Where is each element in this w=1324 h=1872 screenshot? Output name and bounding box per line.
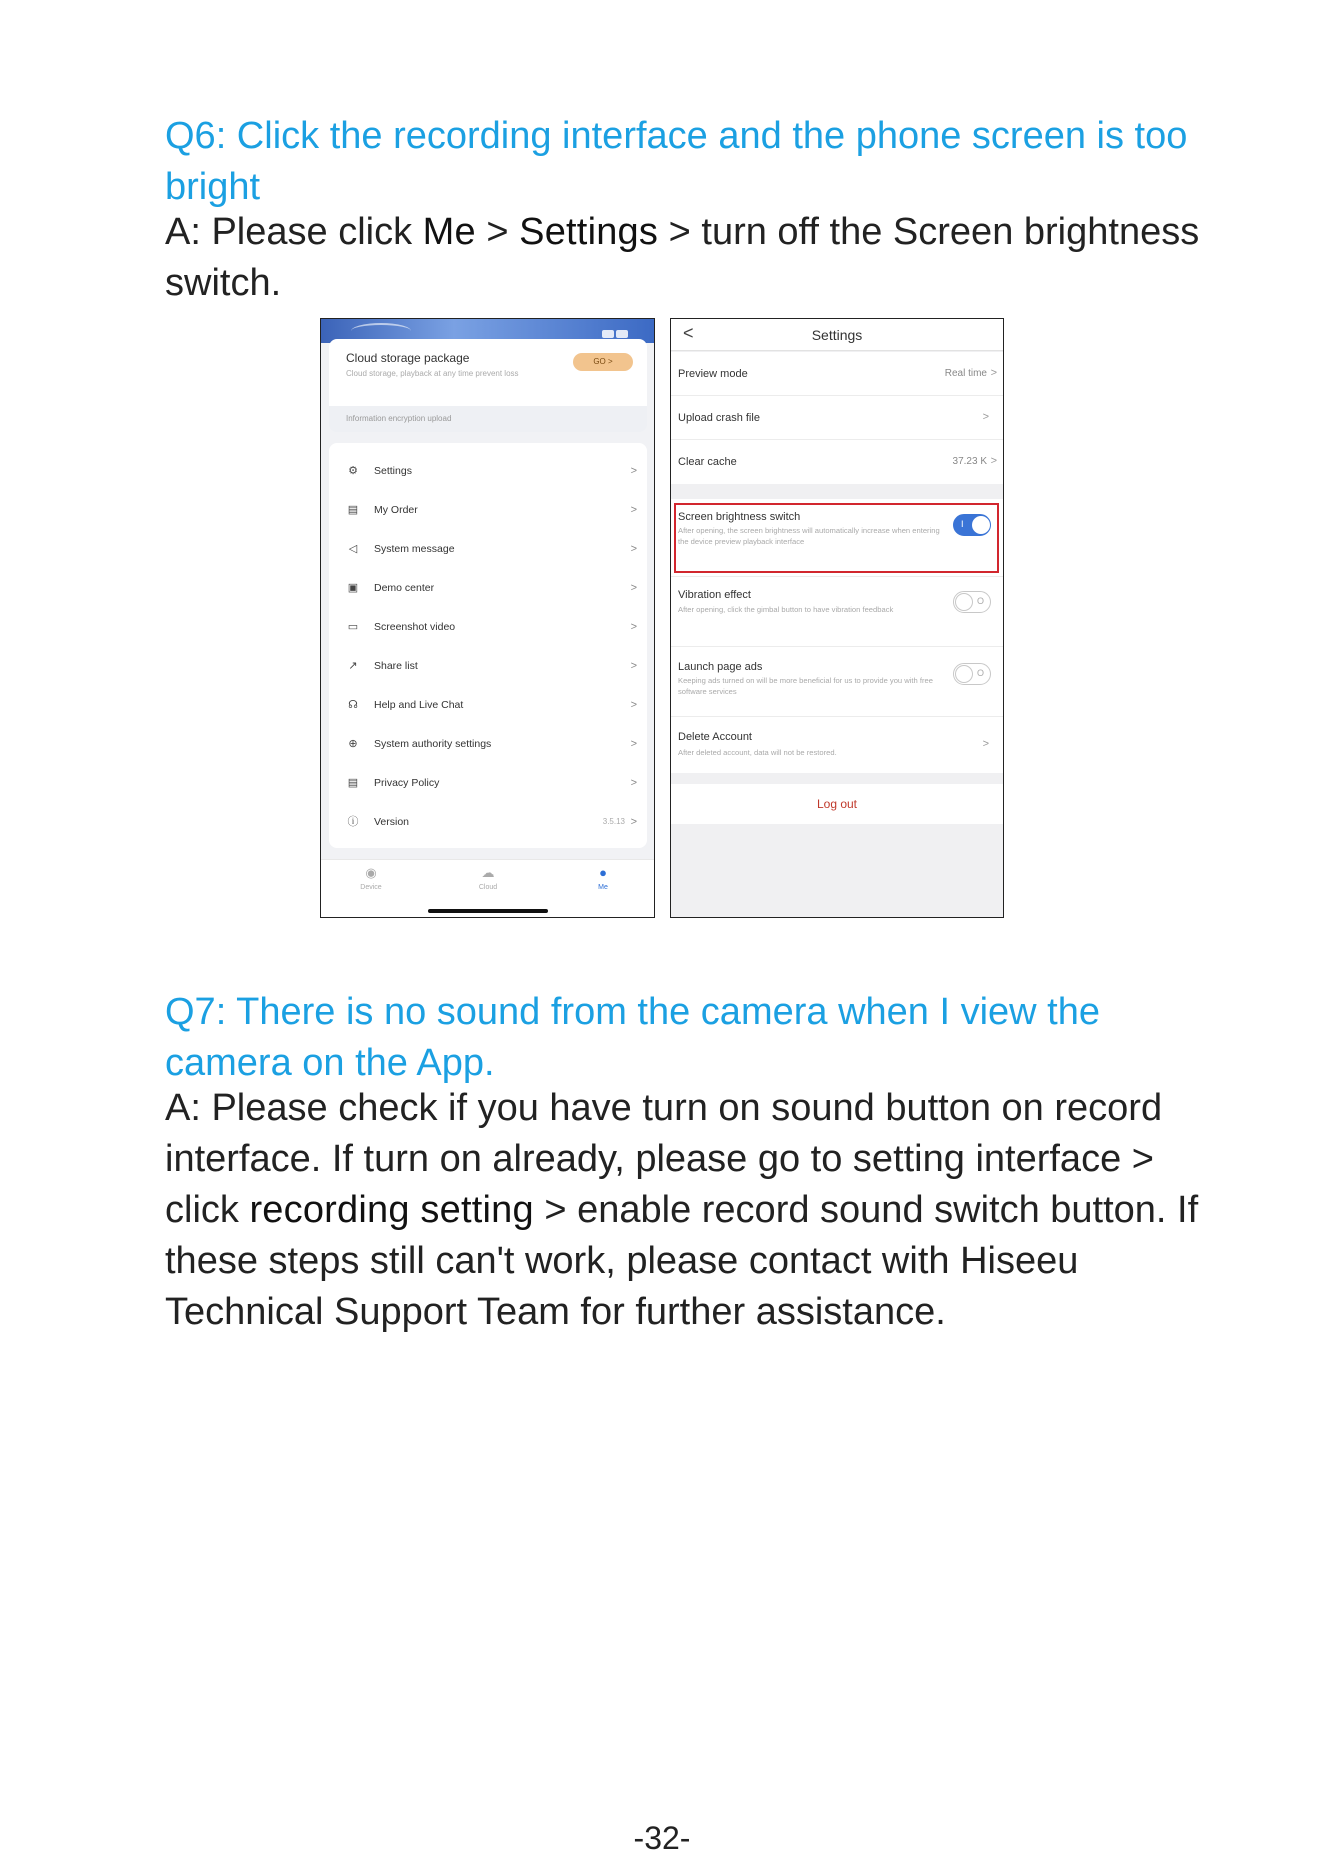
chevron-right-icon: > xyxy=(630,542,637,555)
chevron-right-icon: > xyxy=(982,738,989,750)
privacy-icon: ▤ xyxy=(347,776,359,789)
banner-decoration xyxy=(351,323,411,339)
lock-icon: ⊕ xyxy=(348,737,358,750)
settings-group-general xyxy=(671,352,1003,484)
row-vibration-effect xyxy=(671,577,1003,647)
brightness-toggle[interactable]: I xyxy=(953,514,991,536)
menu-item-my-order[interactable] xyxy=(329,490,647,529)
demo-icon: ▣ xyxy=(347,581,359,594)
chevron-right-icon: > xyxy=(990,455,997,467)
back-icon[interactable]: < xyxy=(683,323,694,343)
q6-answer-me: Me xyxy=(422,211,476,253)
page-number: -32- xyxy=(633,1820,691,1856)
logout-button[interactable]: Log out xyxy=(671,784,1003,824)
delete-account-label: Delete Account xyxy=(678,731,752,743)
encryption-bar xyxy=(329,406,647,432)
info-icon: ⓘ xyxy=(347,815,359,828)
encryption-label: Information encryption upload xyxy=(346,414,452,423)
q6-answer-prefix: A: Please click xyxy=(165,211,423,253)
q6-question: Q6: Click the recording interface and the phone screen is too bright xyxy=(165,115,1188,208)
tab-me-label: Me xyxy=(598,884,608,891)
brightness-highlight-box xyxy=(674,503,999,573)
chevron-right-icon: > xyxy=(630,503,637,516)
gear-icon: ⚙ xyxy=(348,464,358,477)
header-icons xyxy=(600,325,640,335)
headset-icon: ☊ xyxy=(348,698,358,711)
camera-icon: ◉ xyxy=(365,865,377,880)
order-icon: ▤ xyxy=(347,503,359,516)
menu-item-screenshot-video[interactable] xyxy=(329,607,647,646)
chevron-right-icon: > xyxy=(630,737,637,750)
menu-item-system-message[interactable] xyxy=(329,529,647,568)
q6-answer-suffix: > turn off the Screen brightness switch. xyxy=(165,211,1200,304)
menu-item-label: My Order xyxy=(374,503,418,516)
row-delete-account[interactable] xyxy=(671,717,1003,773)
chevron-right-icon: > xyxy=(990,367,997,379)
q6-answer-sep: > xyxy=(475,211,520,253)
me-screenshot xyxy=(320,318,655,918)
upload-crash-label: Upload crash file xyxy=(678,412,760,424)
brightness-label: Screen brightness switch xyxy=(678,511,801,523)
ads-desc: Keeping ads turned on will be more beneficial for us to provide you with free software services xyxy=(678,676,933,696)
preview-mode-value: Real time xyxy=(944,368,987,379)
menu-item-label: Version xyxy=(374,815,410,828)
tab-cloud[interactable] xyxy=(458,866,518,891)
q7-answer-suffix: > enable record sound switch button. If these steps still can't work, please contact with Hiseeu Technical Support Team for further assistance. xyxy=(165,1189,1199,1333)
menu-item-label: Demo center xyxy=(374,581,435,594)
tab-me[interactable] xyxy=(573,866,633,891)
message-icon: ◁ xyxy=(348,542,358,555)
menu-item-label: System message xyxy=(374,542,455,555)
settings-title: Settings xyxy=(811,327,863,343)
ads-toggle[interactable]: O xyxy=(953,663,991,685)
menu-item-label: Settings xyxy=(374,464,412,477)
menu-item-help-and-live-chat[interactable] xyxy=(329,685,647,724)
menu-item-label: Help and Live Chat xyxy=(374,698,464,711)
preview-mode-label: Preview mode xyxy=(678,368,748,380)
tab-cloud-label: Cloud xyxy=(478,884,498,891)
menu-item-demo-center[interactable] xyxy=(329,568,647,607)
delete-account-desc: After deleted account, data will not be restored. xyxy=(678,748,837,757)
cloud-icon: ☁ xyxy=(481,865,495,880)
chevron-right-icon: > xyxy=(982,411,989,423)
menu-item-label: System authority settings xyxy=(374,737,492,750)
chevron-right-icon: > xyxy=(630,581,637,594)
chevron-right-icon: > xyxy=(630,815,637,828)
menu-item-label: Share list xyxy=(374,659,418,672)
brightness-desc: After opening, the screen brightness will automatically increase when entering the device preview playback interface xyxy=(678,526,940,546)
me-menu xyxy=(329,443,647,848)
menu-item-settings[interactable] xyxy=(329,451,647,490)
menu-item-version[interactable] xyxy=(329,802,647,841)
screenshot-icon: ▭ xyxy=(347,620,359,633)
row-launch-page-ads xyxy=(671,647,1003,717)
tab-bar xyxy=(321,859,654,917)
menu-item-label: Screenshot video xyxy=(374,620,456,633)
menu-item-label: Privacy Policy xyxy=(374,776,440,789)
menu-item-system-authority-settings[interactable] xyxy=(329,724,647,763)
chevron-right-icon: > xyxy=(630,698,637,711)
ads-label: Launch page ads xyxy=(678,661,763,673)
cloud-storage-subtitle: Cloud storage, playback at any time prevent loss xyxy=(346,369,519,378)
chevron-right-icon: > xyxy=(630,776,637,789)
clear-cache-value: 37.23 K xyxy=(952,456,987,467)
q7-answer-prefix: A: Please check if you have turn on sound button on record interface. If turn on already, please go to setting interface > click xyxy=(165,1087,1163,1231)
menu-item-privacy-policy[interactable] xyxy=(329,763,647,802)
menu-item-value: 3.5.13 xyxy=(602,817,625,826)
menu-item-share-list[interactable] xyxy=(329,646,647,685)
q6-answer xyxy=(165,207,1205,309)
home-indicator xyxy=(428,909,548,913)
vibration-toggle[interactable]: O xyxy=(953,591,991,613)
q7-answer-recording: recording setting xyxy=(249,1189,534,1231)
share-icon: ↗ xyxy=(348,659,358,672)
q7-question: Q7: There is no sound from the camera when I view the camera on the App. xyxy=(165,991,1100,1084)
row-clear-cache[interactable] xyxy=(671,440,1003,484)
tab-device-label: Device xyxy=(360,884,382,891)
go-button[interactable]: GO > xyxy=(573,353,633,371)
vibration-desc: After opening, click the gimbal button to have vibration feedback xyxy=(678,605,894,614)
cloud-storage-title: Cloud storage package xyxy=(346,351,470,365)
settings-nav-bar xyxy=(671,319,1003,351)
q6-answer-settings: Settings xyxy=(519,211,659,253)
q7-answer xyxy=(165,1083,1205,1338)
clear-cache-label: Clear cache xyxy=(678,456,737,468)
person-icon: ● xyxy=(599,865,607,880)
settings-screenshot xyxy=(670,318,1004,918)
row-preview-mode[interactable] xyxy=(671,352,1003,396)
chevron-right-icon: > xyxy=(630,464,637,477)
vibration-label: Vibration effect xyxy=(678,589,751,601)
row-upload-crash-file[interactable] xyxy=(671,396,1003,440)
chevron-right-icon: > xyxy=(630,659,637,672)
chevron-right-icon: > xyxy=(630,620,637,633)
tab-device[interactable] xyxy=(341,866,401,891)
